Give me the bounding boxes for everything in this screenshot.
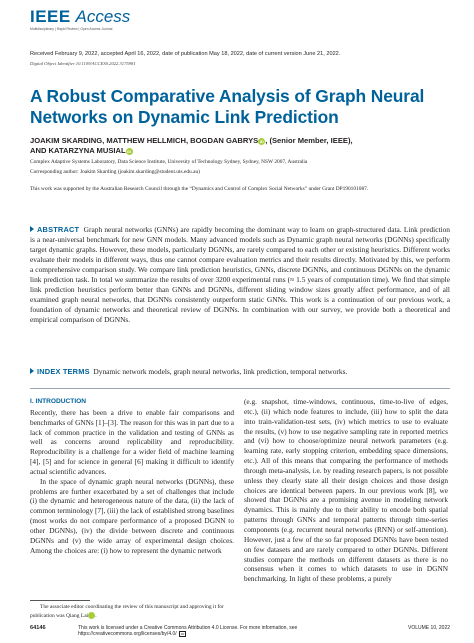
- license-text[interactable]: This work is licensed under a Creative Commons Attribution 4.0 License. For more information, see https://creativecommons.org/licenses/by/4.0/: [78, 625, 298, 637]
- index-terms: [30, 367, 450, 377]
- affiliation: Complex Adaptive Systems Laboratory, Data Science Institute, University of Technology Sydney, Sydney, NSW 2007, Australia: [30, 159, 308, 165]
- triangle-bullet-icon: [30, 226, 34, 232]
- corresponding-author: Corresponding author: Joakim Skarding (joakim.skarding@student.uts.edu.au): [30, 169, 200, 175]
- affiliation-block: [30, 159, 450, 176]
- cc-license-icon: cc: [180, 632, 185, 636]
- authors-line-2: AND KATARZYNA MUSIAL: [30, 146, 126, 155]
- page-footer: [30, 624, 450, 636]
- abstract-text: Graph neural networks (GNNs) are rapidly becoming the dominant way to learn on graph-structured data. Link prediction is a near-universal benchmark for new GNN models. Many advanced models such as Dynamic graph neural networks (DGNNs) specifically target dynamic graphs. However, these models, particularly DGNNs, are rarely compared to each other or existing heuristics. Different works evaluate their models in different ways, thus one cannot compare evaluation metrics and their results directly. Motivated by this, we perform a comprehensive comparison study. We compare link prediction heuristics, GNNs, discrete DGNNs, and continuous DGNNs on the dynamic link prediction task. In total we summarize the results of over 3200 experimental runs (≈ 1.5 years of computation time). We find that simple link prediction heuristics perform better than GNNs and DGNNs, different sliding window sizes greatly affect performance, and of all examined graph neural networks, that DGNNs consistently outperform static GNNs. This work is a continuation of our previous work, a foundation of dynamic networks and theoretical review of DGNNs. In combination with our survey, we provide both a theoretical and empirical comparison of DGNNs.: [30, 225, 450, 325]
- index-terms-text: Dynamic network models, graph neural networks, link prediction, temporal networks.: [93, 367, 348, 376]
- abstract-label: ABSTRACT: [37, 225, 80, 234]
- page-number: 64146: [30, 625, 46, 631]
- journal-header: [30, 8, 130, 31]
- ieee-access-logo[interactable]: [30, 8, 130, 26]
- left-column: [30, 397, 234, 556]
- authors-line-1-suffix: , (Senior Member, IEEE),: [265, 136, 353, 145]
- author-list: [30, 136, 450, 156]
- editor-footnote: The associate editor coordinating the review of this manuscript and approving it for publication was Qiang Lai iD.: [30, 604, 224, 619]
- license-notice: [78, 625, 388, 637]
- intro-paragraph-1: Recently, there has been a drive to enable fair comparisons and benchmarks of GNNs [1]–[3]. The reason for this was in part due to a lack of common practice in the validation and testing of GNNs as well as concerns around replicability and reproducibility. Reproducibility is a challenge for a wider field of machine learning [4], [5] and for science in general [6] making it difficult to identify actual scientific advances.: [30, 407, 234, 476]
- logo-access: Access: [75, 7, 131, 26]
- intro-paragraph-2: In the space of dynamic graph neural networks (DGNNs), these problems are further exacerbated by a set of challenges that include (i) the dynamic and heterogeneous nature of the data, (ii) the lack of common terminology [7], (iii) the lack of established strong baselines (most works do not compare performance of a proposed DGNN to other DGNNs), (iv) the divide between discrete and continuous DGNNs and (v) the wide array of experimental design choices. Among the choices are: (i) how to represent the dynamic network: [30, 476, 234, 555]
- orcid-icon[interactable]: iD: [127, 149, 132, 154]
- publication-dates: Received February 9, 2022, accepted April 16, 2022, date of publication May 18, 2022, date of current version June 21, 2022.: [30, 51, 341, 57]
- volume-label: VOLUME 10, 2022: [408, 625, 450, 631]
- section-heading-introduction: I. INTRODUCTION: [30, 398, 87, 405]
- journal-tagline: Multidisciplinary | Rapid Review | Open Access Journal: [30, 27, 113, 31]
- paper-title: A Robust Comparative Analysis of Graph Neural Networks on Dynamic Link Prediction: [30, 86, 425, 127]
- triangle-bullet-icon: [30, 368, 34, 374]
- index-terms-label: INDEX TERMS: [37, 367, 90, 376]
- funding-statement: This work was supported by the Australian Research Council through the “Dynamics and Control of Complex Social Networks” under Grant DP190101087.: [30, 186, 369, 192]
- authors-line-1: JOAKIM SKARDING, MATTHEW HELLMICH, BOGDAN GABRYS: [30, 136, 259, 145]
- footnote-text: The associate editor coordinating the review of this manuscript and approving it for publication was Qiang Lai: [30, 604, 224, 619]
- section-divider: [30, 388, 450, 389]
- intro-paragraph-continued: (e.g. snapshot, time-windows, continuous, time-to-live of edges, etc.), (ii) which node features to include, (iii) how to split the data into train-validation-test sets, (iv) which metrics to use to evaluate the results, (v) how to use negative sampling rate in reported metrics and (vi) how to choose/optimize neural network parameters (e.g. learning rate, early stopping criterion, embedding space dimensions, etc.). All of this means that comparing the performance of methods through meta-analysis, i.e. by reading research papers, is not possible unless they clearly state all their design choices and those design choices are identical between papers. In our previous work [8], we showed that DGNNs are a promising avenue in modeling network dynamics. This is mainly due to their ability to encode both spatial patterns through GNNs and temporal patterns through time-series components (e.g. recurrent neural networks (RNN) or self-attention). However, just a few of the so far proposed DGNNs have been tested on few datasets and are rarely compared to other DGNNs. Different studies compare the methods on different datasets as there is no consensus when it comes to which datasets to use in DGNN benchmarking. In light of these problems, a purely: [244, 397, 448, 584]
- footnote-divider: [30, 600, 90, 601]
- abstract: [30, 225, 450, 325]
- orcid-icon[interactable]: iD: [259, 139, 264, 144]
- orcid-icon[interactable]: iD: [88, 612, 95, 619]
- doi-line[interactable]: Digital Object Identifier 10.1109/ACCESS.2022.3175981: [30, 61, 136, 66]
- logo-ieee: IEEE: [30, 7, 71, 26]
- right-column: [244, 397, 448, 584]
